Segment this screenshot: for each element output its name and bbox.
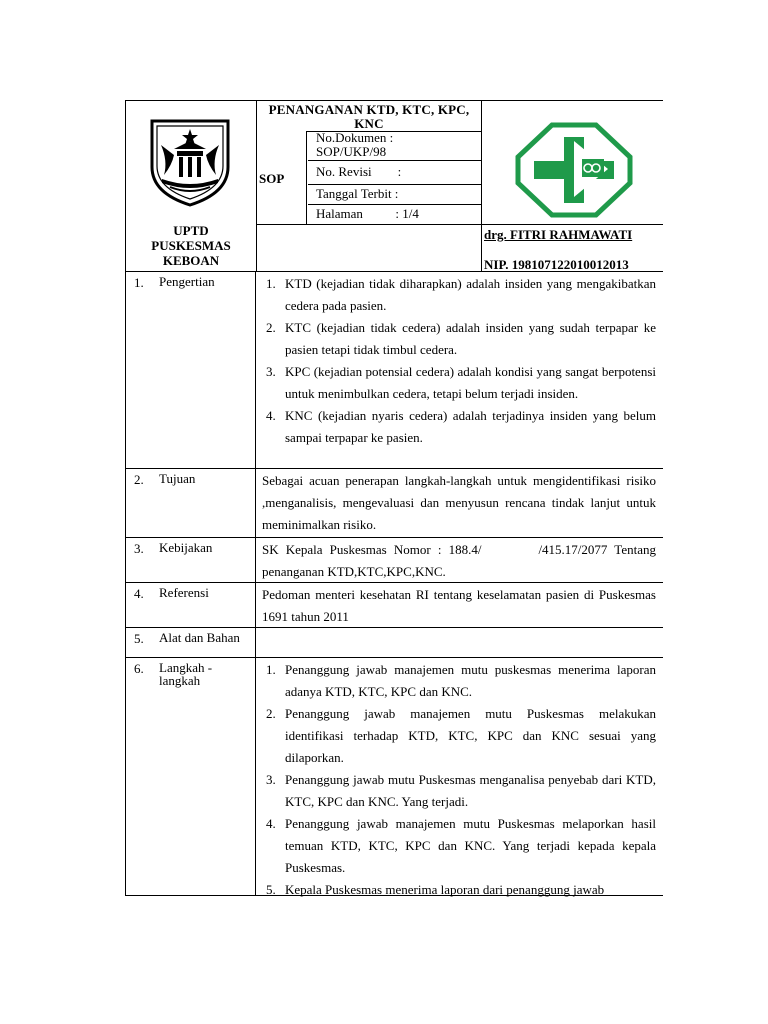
- section-referensi: [126, 583, 663, 628]
- section-alat-bahan: [126, 628, 663, 658]
- org-line-2: PUSKESMAS: [151, 238, 231, 253]
- section-kebijakan: [126, 538, 663, 583]
- org-line-3: KEBOAN: [162, 253, 220, 268]
- list-item: 2. KTC (kejadian tidak cedera) adalah insiden yang sudah terpapar ke pasien tetapi tidak timbul cedera.: [266, 320, 656, 357]
- list-item: 4. Penanggung jawab manajemen mutu Puskesmas melaporkan hasil temuan KTD, KTC, KPC dan KNC. Yang terjadi kepada kepala Puskesmas.: [266, 816, 656, 875]
- signer-name: drg. FITRI RAHMAWATI: [484, 227, 633, 242]
- list-item: 1. Penanggung jawab manajemen mutu puskesmas menerima laporan adanya KTD, KTC, KPC dan KNC.: [266, 662, 656, 699]
- puskesmas-cross-logo-icon: [514, 121, 634, 219]
- page-text: Halaman : 1/4: [316, 206, 419, 221]
- revision-text: No. Revisi :: [316, 164, 402, 179]
- list-item: 3. KPC (kejadian potensial cedera) adalah kondisi yang sangat berpotensi untuk menimbulkan cedera, tetapi belum terjadi insiden.: [266, 364, 656, 401]
- list-item: 3. Penanggung jawab mutu Puskesmas menganalisa penyebab dari KTD, KTC, KPC dan KNC. Yang terjadi.: [266, 772, 656, 809]
- definition-list: [262, 273, 656, 449]
- document-title: PENANGANAN KTD, KTC, KPC, KNC: [268, 102, 470, 131]
- section-text: [257, 628, 663, 633]
- section-label: 1. Pengertian: [126, 272, 256, 468]
- organization-name: [126, 223, 256, 268]
- issue-date-text: Tanggal Terbit :: [316, 186, 399, 201]
- section-text: Pedoman menteri kesehatan RI tentang keselamatan pasien di Puskesmas 1691 tahun 2011: [262, 587, 656, 624]
- section-label: 2. Tujuan: [126, 469, 256, 537]
- list-item: 4. KNC (kejadian nyaris cedera) adalah terjadinya insiden yang belum sampai terpapar ke pasien.: [266, 408, 656, 445]
- document-header: [126, 101, 663, 272]
- section-label: 4. Referensi: [126, 583, 256, 627]
- sop-document: [125, 100, 663, 896]
- steps-list: [262, 659, 656, 901]
- section-text: Sebagai acuan penerapan langkah-langkah untuk mengidentifikasi risiko ,menganalisis, mengevaluasi dan menyusun rencana tindak lanjut untuk meminimalkan risiko.: [262, 473, 656, 532]
- doc-number: [308, 131, 481, 159]
- list-item: 2. Penanggung jawab manajemen mutu Puskesmas melakukan identifikasi terhadap KTD, KTC, KPC dan KNC sesuai yang dilaporkan.: [266, 706, 656, 765]
- revision-field: [308, 161, 481, 179]
- section-label: 6. Langkah - langkah: [126, 658, 256, 895]
- section-pengertian: [126, 272, 663, 469]
- signer-nip: NIP. 198107122010012013: [484, 257, 629, 272]
- section-label: 3. Kebijakan: [126, 538, 256, 582]
- list-item: 1. KTD (kejadian tidak diharapkan) adalah insiden yang mengakibatkan cedera pada pasien.: [266, 276, 656, 313]
- page-field: [308, 204, 481, 221]
- org-line-1: UPTD: [173, 223, 209, 238]
- sop-label: SOP: [259, 171, 285, 186]
- doc-number-text: No.Dokumen : SOP/UKP/98: [316, 130, 394, 159]
- section-text: SK Kepala Puskesmas Nomor : 188.4/ /415.17/2077 Tentang penanganan KTD,KTC,KPC,KNC.: [262, 542, 660, 579]
- issue-date-field: [308, 184, 481, 201]
- regency-coat-of-arms-icon: [144, 115, 236, 207]
- section-label: 5. Alat dan Bahan: [126, 628, 256, 657]
- list-item: 5. Kepala Puskesmas menerima laporan dari penanggung jawab: [266, 882, 605, 897]
- section-langkah: [126, 658, 663, 896]
- section-tujuan: [126, 469, 663, 538]
